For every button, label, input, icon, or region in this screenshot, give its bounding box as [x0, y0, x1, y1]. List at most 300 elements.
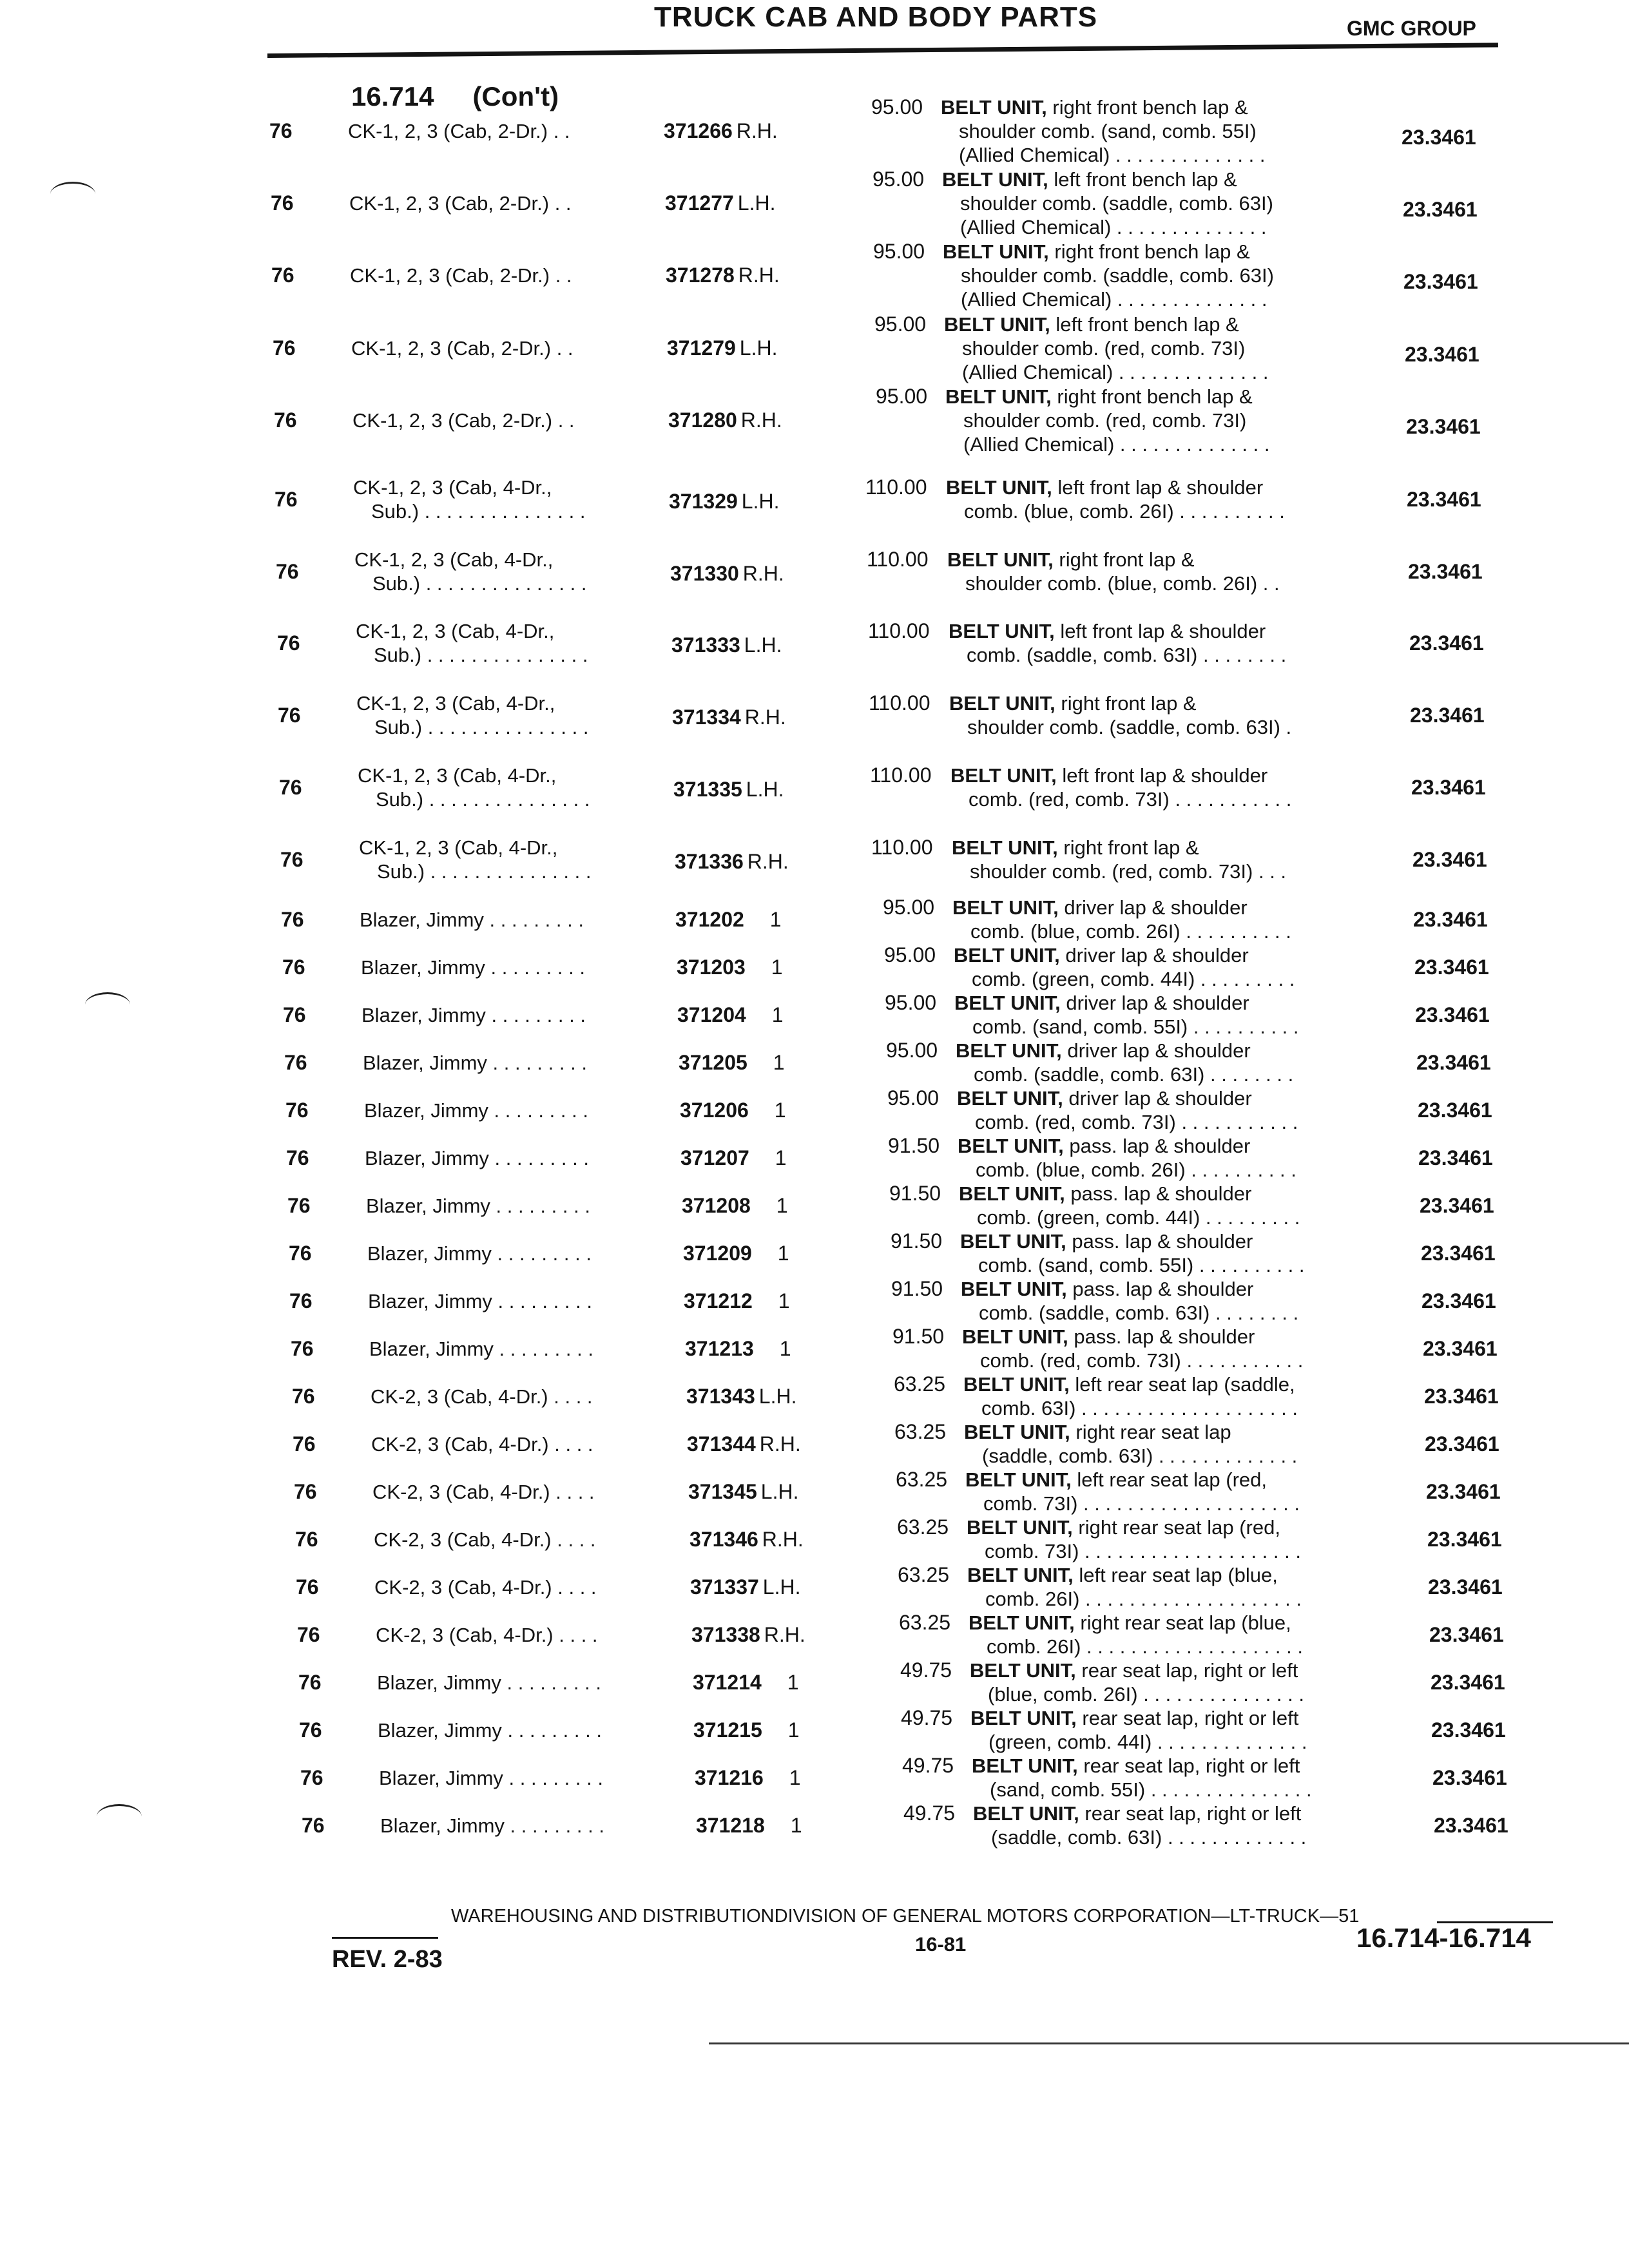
description-line: shoulder comb. (saddle, comb. 63I)	[960, 192, 1273, 215]
section-note: (Con't)	[472, 81, 559, 111]
model-application	[367, 1242, 592, 1265]
catalog-group-number: 23.3461	[1425, 1432, 1499, 1456]
part-number-value: 371215	[693, 1718, 762, 1742]
part-number	[677, 1003, 784, 1027]
description-text: right rear seat lap	[1075, 1421, 1231, 1443]
item-title: BELT UNIT,	[949, 692, 1055, 715]
description-line: (Allied Chemical) . . . . . . . . . . . . . .	[963, 433, 1270, 456]
model-year: 76	[281, 907, 304, 931]
description-line: (green, comb. 44I) . . . . . . . . . . . . . .	[988, 1731, 1307, 1753]
part-description	[952, 896, 1291, 943]
model-year: 76	[283, 1003, 306, 1026]
item-title: BELT UNIT,	[973, 1802, 1079, 1825]
description-line	[956, 1039, 1293, 1062]
description-text: right front lap &	[1059, 548, 1195, 571]
model-year: 76	[289, 1289, 313, 1312]
description-line: comb. (green, comb. 44I) . . . . . . . . .	[977, 1206, 1300, 1229]
list-price: 91.50	[891, 1229, 943, 1253]
description-line	[961, 1277, 1298, 1301]
description-line: shoulder comb. (blue, comb. 26I) . .	[965, 572, 1280, 595]
item-title: BELT UNIT,	[969, 1611, 1075, 1634]
description-line	[957, 1086, 1298, 1110]
description-line	[973, 1802, 1306, 1825]
description-line: comb. 73I) . . . . . . . . . . . . . . . . . . . .	[983, 1492, 1300, 1515]
part-number	[685, 1337, 791, 1361]
revision-label: REV. 2-83	[332, 1946, 443, 1973]
item-title: BELT UNIT,	[949, 620, 1055, 642]
model-year: 76	[296, 1575, 319, 1599]
part-number-value: 371346	[689, 1527, 758, 1551]
model-line: Blazer, Jimmy . . . . . . . . .	[378, 1718, 602, 1742]
catalog-group-number: 23.3461	[1423, 1336, 1498, 1360]
section-heading	[351, 81, 559, 112]
item-title: BELT UNIT,	[956, 1039, 1062, 1062]
description-line	[947, 548, 1280, 572]
part-suffix: 1	[775, 1146, 787, 1169]
catalog-group-number: 23.3461	[1409, 631, 1484, 655]
description-line	[952, 836, 1286, 860]
page-title: TRUCK CAB AND BODY PARTS	[654, 1, 1098, 33]
binder-hole-mark	[97, 1804, 142, 1829]
catalog-group-number: 23.3461	[1428, 1575, 1503, 1599]
model-line: Blazer, Jimmy . . . . . . . . .	[364, 1099, 588, 1122]
item-title: BELT UNIT,	[964, 1421, 1070, 1443]
part-number-value: 371335	[673, 778, 742, 801]
list-price: 95.00	[876, 385, 928, 408]
description-text: left front lap & shoulder	[1057, 476, 1264, 499]
catalog-group-number: 23.3461	[1405, 343, 1480, 366]
catalog-group-number: 23.3461	[1410, 703, 1485, 727]
description-text: driver lap & shoulder	[1065, 944, 1249, 966]
part-suffix: L.H.	[744, 633, 782, 657]
part-number	[682, 1194, 788, 1218]
description-text: driver lap & shoulder	[1066, 992, 1249, 1014]
model-year: 76	[280, 847, 304, 871]
part-number-value: 371205	[679, 1050, 747, 1074]
model-line: Sub.) . . . . . . . . . . . . . . .	[372, 572, 587, 595]
catalog-group-number: 23.3461	[1413, 907, 1488, 931]
description-line: (Allied Chemical) . . . . . . . . . . . . . .	[962, 361, 1269, 383]
part-suffix: R.H.	[744, 706, 786, 729]
list-price: 110.00	[868, 619, 930, 642]
model-line: CK-2, 3 (Cab, 4-Dr.) . . . .	[371, 1432, 593, 1456]
item-title: BELT UNIT,	[952, 836, 1058, 859]
part-description	[941, 95, 1265, 167]
description-line	[972, 1754, 1312, 1778]
model-year: 76	[271, 264, 294, 287]
part-suffix: R.H.	[764, 1622, 805, 1646]
description-text: rear seat lap, right or left	[1084, 1802, 1302, 1825]
part-number-value: 371336	[675, 850, 744, 873]
list-price: 95.00	[886, 1039, 938, 1062]
part-number	[688, 1480, 798, 1504]
part-suffix: R.H.	[736, 119, 778, 142]
list-price: 49.75	[901, 1706, 953, 1729]
page-number: 16-81	[915, 1933, 967, 1956]
catalog-group-number: 23.3461	[1427, 1527, 1502, 1551]
model-application	[356, 691, 588, 739]
description-text: pass. lap & shoulder	[1069, 1135, 1251, 1157]
model-year: 76	[282, 955, 305, 979]
model-line: Blazer, Jimmy . . . . . . . . .	[367, 1242, 592, 1265]
model-application	[354, 548, 586, 595]
part-number-value: 371212	[684, 1289, 753, 1312]
description-text: rear seat lap, right or left	[1081, 1659, 1298, 1682]
model-application	[371, 1432, 593, 1456]
description-line: (blue, comb. 26I) . . . . . . . . . . . . . . .	[988, 1683, 1304, 1706]
catalog-group-number: 23.3461	[1403, 270, 1478, 293]
model-application	[356, 619, 588, 667]
part-description	[944, 312, 1268, 384]
model-application	[349, 191, 572, 215]
item-title: BELT UNIT,	[941, 96, 1047, 119]
item-title: BELT UNIT,	[970, 1707, 1077, 1729]
part-suffix: L.H.	[739, 336, 778, 360]
part-suffix: L.H.	[741, 490, 780, 513]
item-title: BELT UNIT,	[957, 1087, 1063, 1110]
description-text: left rear seat lap (red,	[1077, 1468, 1268, 1491]
model-application	[363, 1051, 587, 1075]
description-line: (Allied Chemical) . . . . . . . . . . . . . .	[961, 288, 1268, 311]
model-year: 76	[300, 1765, 323, 1789]
part-number-value: 371208	[682, 1193, 751, 1217]
model-year: 76	[277, 631, 300, 655]
model-application	[377, 1671, 601, 1695]
model-line: CK-2, 3 (Cab, 4-Dr.) . . . .	[371, 1385, 593, 1408]
binder-hole-mark	[85, 992, 130, 1017]
model-year: 76	[286, 1146, 309, 1169]
part-description	[964, 1420, 1297, 1468]
model-line: CK-1, 2, 3 (Cab, 4-Dr.,	[354, 548, 554, 571]
item-title: BELT UNIT,	[958, 1135, 1064, 1157]
list-price: 110.00	[867, 548, 929, 571]
model-year: 76	[295, 1527, 318, 1551]
model-line: Sub.) . . . . . . . . . . . . . . .	[376, 788, 590, 811]
bottom-rule	[709, 2042, 1629, 2044]
description-line: comb. (green, comb. 44I) . . . . . . . . .	[972, 968, 1295, 990]
catalog-group-number: 23.3461	[1418, 1146, 1493, 1169]
part-suffix: 1	[789, 1765, 801, 1789]
description-line: comb. (sand, comb. 55I) . . . . . . . . . .	[972, 1015, 1299, 1038]
part-description	[961, 1277, 1298, 1325]
model-year: 76	[271, 191, 294, 215]
description-text: pass. lap & shoulder	[1070, 1182, 1252, 1205]
model-line: Blazer, Jimmy . . . . . . . . .	[379, 1766, 603, 1789]
catalog-group-number: 23.3461	[1421, 1241, 1496, 1265]
part-number	[669, 490, 779, 514]
model-year: 76	[273, 336, 296, 360]
description-text: rear seat lap, right or left	[1083, 1754, 1300, 1777]
part-number-value: 371278	[666, 264, 735, 287]
item-title: BELT UNIT,	[972, 1754, 1078, 1777]
part-description	[965, 1468, 1300, 1515]
part-number	[675, 850, 789, 874]
catalog-group-number: 23.3461	[1432, 1765, 1507, 1789]
list-price: 110.00	[871, 836, 933, 859]
list-price: 63.25	[896, 1468, 948, 1491]
part-number-value: 371209	[683, 1241, 752, 1265]
part-number-value: 371330	[670, 562, 739, 585]
model-application	[348, 119, 570, 143]
model-application	[364, 1099, 588, 1122]
model-line: CK-1, 2, 3 (Cab, 2-Dr.) . .	[351, 337, 574, 360]
list-price: 110.00	[870, 764, 932, 787]
part-number	[671, 633, 782, 657]
part-suffix: 1	[779, 1336, 791, 1360]
description-line	[965, 1468, 1300, 1492]
description-text: pass. lap & shoulder	[1074, 1325, 1255, 1348]
part-suffix: L.H.	[746, 778, 784, 801]
description-line	[946, 476, 1285, 499]
part-number-value: 371214	[693, 1670, 762, 1694]
description-line: shoulder comb. (red, comb. 73I) . . .	[970, 860, 1287, 883]
part-number	[689, 1528, 804, 1552]
list-price: 95.00	[873, 240, 925, 263]
item-title: BELT UNIT,	[970, 1659, 1076, 1682]
item-title: BELT UNIT,	[959, 1182, 1065, 1205]
part-description	[958, 1134, 1296, 1182]
model-application	[359, 836, 591, 883]
description-text: left front bench lap &	[1054, 168, 1237, 191]
part-suffix: 1	[773, 1050, 785, 1074]
description-line	[963, 1372, 1298, 1396]
model-year: 76	[274, 408, 297, 432]
part-number	[677, 956, 783, 979]
item-title: BELT UNIT,	[947, 548, 1054, 571]
part-suffix: 1	[778, 1289, 790, 1312]
list-price: 91.50	[888, 1134, 940, 1157]
part-description	[954, 991, 1299, 1039]
model-line: Blazer, Jimmy . . . . . . . . .	[363, 1051, 587, 1074]
part-number-value: 371266	[664, 119, 733, 142]
model-line: CK-2, 3 (Cab, 4-Dr.) . . . .	[374, 1575, 597, 1599]
description-line	[949, 691, 1291, 715]
part-description	[949, 691, 1291, 739]
catalog-group-number: 23.3461	[1408, 559, 1483, 583]
part-number	[687, 1432, 801, 1456]
description-line	[945, 385, 1269, 408]
description-line	[970, 1706, 1307, 1730]
part-description	[946, 476, 1285, 523]
model-year: 76	[279, 775, 302, 799]
description-line	[967, 1515, 1301, 1539]
description-text: right rear seat lap (red,	[1078, 1516, 1280, 1539]
model-application	[352, 408, 575, 432]
model-application	[374, 1528, 596, 1552]
part-number	[680, 1099, 786, 1122]
part-number-value: 371345	[688, 1479, 757, 1503]
part-suffix: 1	[774, 1098, 786, 1122]
model-year: 76	[285, 1098, 309, 1122]
description-line	[942, 168, 1273, 191]
part-description	[957, 1086, 1298, 1134]
model-line: CK-1, 2, 3 (Cab, 2-Dr.) . .	[348, 120, 570, 142]
catalog-group-number: 23.3461	[1426, 1479, 1501, 1503]
catalog-group-number: 23.3461	[1412, 847, 1487, 871]
description-text: left front lap & shoulder	[1060, 620, 1266, 642]
part-description	[970, 1658, 1304, 1706]
description-line: (Allied Chemical) . . . . . . . . . . . . . .	[959, 144, 1266, 166]
catalog-group-number: 23.3461	[1429, 1622, 1504, 1646]
description-line	[967, 1563, 1302, 1587]
header-rule	[267, 43, 1498, 58]
description-line: comb. (saddle, comb. 63I) . . . . . . . .	[974, 1063, 1294, 1086]
part-suffix: 1	[771, 1003, 784, 1026]
part-suffix: L.H.	[760, 1479, 799, 1503]
list-price: 110.00	[869, 691, 930, 715]
part-description	[973, 1802, 1306, 1849]
model-line: Blazer, Jimmy . . . . . . . . .	[366, 1194, 590, 1217]
part-number	[673, 778, 784, 802]
description-line	[944, 312, 1268, 336]
model-line: CK-1, 2, 3 (Cab, 4-Dr.,	[359, 836, 558, 859]
list-price: 95.00	[871, 95, 923, 119]
part-number	[695, 1766, 801, 1790]
model-line: CK-1, 2, 3 (Cab, 4-Dr.,	[358, 764, 557, 787]
part-description	[969, 1611, 1303, 1658]
description-line: comb. 26I) . . . . . . . . . . . . . . . . . . . .	[987, 1635, 1303, 1658]
model-line: CK-2, 3 (Cab, 4-Dr.) . . . .	[376, 1623, 598, 1646]
model-application	[368, 1289, 592, 1313]
part-suffix: L.H.	[758, 1384, 797, 1408]
list-price: 63.25	[899, 1611, 951, 1634]
catalog-group-number: 23.3461	[1414, 955, 1489, 979]
description-line	[970, 1658, 1304, 1682]
description-text: right front lap &	[1061, 692, 1197, 715]
model-application	[366, 1194, 590, 1218]
part-number	[690, 1575, 800, 1599]
part-number	[670, 562, 784, 586]
model-line: Blazer, Jimmy . . . . . . . . .	[361, 1003, 586, 1026]
model-application	[361, 956, 585, 979]
catalog-group-number: 23.3461	[1403, 198, 1478, 221]
model-line: Blazer, Jimmy . . . . . . . . .	[377, 1671, 601, 1694]
part-number	[686, 1385, 796, 1408]
model-line: CK-1, 2, 3 (Cab, 4-Dr.,	[356, 620, 555, 642]
model-line: Blazer, Jimmy . . . . . . . . .	[365, 1146, 589, 1169]
list-price: 63.25	[897, 1515, 949, 1539]
part-suffix: R.H.	[762, 1527, 804, 1551]
model-line: Blazer, Jimmy . . . . . . . . .	[380, 1814, 604, 1837]
part-number	[675, 908, 782, 932]
description-line	[941, 95, 1265, 119]
list-price: 49.75	[903, 1802, 956, 1825]
part-number-value: 371344	[687, 1432, 756, 1456]
list-price: 95.00	[885, 991, 937, 1014]
model-line: CK-2, 3 (Cab, 4-Dr.) . . . .	[372, 1480, 595, 1503]
item-title: BELT UNIT,	[965, 1468, 1072, 1491]
item-title: BELT UNIT,	[950, 764, 1057, 787]
model-application	[350, 264, 572, 287]
item-title: BELT UNIT,	[962, 1325, 1068, 1348]
part-suffix: 1	[771, 955, 783, 979]
description-line: (saddle, comb. 63I) . . . . . . . . . . . . .	[991, 1826, 1307, 1849]
model-line: Sub.) . . . . . . . . . . . . . . .	[374, 644, 588, 666]
item-title: BELT UNIT,	[967, 1516, 1073, 1539]
part-description	[945, 385, 1269, 456]
description-text: right front bench lap &	[1052, 96, 1248, 119]
model-application	[380, 1814, 604, 1838]
description-line: shoulder comb. (red, comb. 73I)	[963, 409, 1247, 432]
model-application	[360, 908, 584, 932]
list-price: 49.75	[902, 1754, 954, 1777]
catalog-group-number: 23.3461	[1402, 126, 1476, 149]
description-line: comb. 73I) . . . . . . . . . . . . . . . . . . . .	[985, 1540, 1301, 1562]
part-description	[950, 764, 1291, 811]
part-number	[664, 119, 778, 143]
model-application	[369, 1337, 593, 1361]
description-line	[969, 1611, 1303, 1635]
item-title: BELT UNIT,	[967, 1564, 1074, 1586]
catalog-group-number: 23.3461	[1431, 1670, 1505, 1694]
model-line: Sub.) . . . . . . . . . . . . . . .	[377, 860, 592, 883]
footer-text: WAREHOUSING AND DISTRIBUTIONDIVISION OF GENERAL MOTORS CORPORATION—LT-TRUCK—51	[451, 1906, 1360, 1927]
description-text: pass. lap & shoulder	[1072, 1230, 1253, 1253]
model-line: Sub.) . . . . . . . . . . . . . . .	[374, 716, 589, 738]
list-price: 49.75	[900, 1658, 952, 1682]
part-number-value: 371337	[690, 1575, 759, 1599]
part-number-value: 371213	[685, 1336, 754, 1360]
description-line	[959, 1182, 1300, 1206]
description-line: shoulder comb. (red, comb. 73I)	[962, 337, 1246, 360]
list-price: 63.25	[894, 1372, 946, 1396]
description-text: left rear seat lap (saddle,	[1075, 1373, 1295, 1396]
part-suffix: R.H.	[747, 850, 789, 873]
model-year: 76	[299, 1718, 322, 1742]
model-application	[374, 1575, 597, 1599]
part-description	[967, 1515, 1301, 1563]
model-application	[372, 1480, 595, 1504]
part-description	[947, 548, 1280, 595]
description-line: comb. (blue, comb. 26I) . . . . . . . . . .	[976, 1158, 1296, 1181]
catalog-group-number: 23.3461	[1431, 1718, 1506, 1742]
part-suffix: 1	[777, 1241, 789, 1265]
part-description	[943, 240, 1274, 311]
section-range: 16.714-16.714	[1356, 1923, 1531, 1953]
part-number	[667, 336, 777, 360]
catalog-group-number: 23.3461	[1434, 1813, 1509, 1837]
model-year: 76	[302, 1813, 325, 1837]
part-number-value: 371204	[677, 1003, 746, 1026]
list-price: 95.00	[887, 1086, 940, 1110]
model-application	[353, 476, 585, 523]
description-line: comb. (saddle, comb. 63I) . . . . . . . .	[967, 644, 1287, 666]
catalog-group-number: 23.3461	[1411, 775, 1486, 799]
description-line	[950, 764, 1291, 787]
description-line: (saddle, comb. 63I) . . . . . . . . . . . . .	[982, 1445, 1298, 1467]
part-number	[684, 1289, 790, 1313]
catalog-group-number: 23.3461	[1424, 1384, 1499, 1408]
part-number	[696, 1814, 802, 1838]
description-line	[954, 943, 1295, 967]
model-line: CK-1, 2, 3 (Cab, 2-Dr.) . .	[349, 192, 572, 215]
list-price: 95.00	[883, 896, 935, 919]
part-number	[665, 191, 775, 215]
description-line: comb. (red, comb. 73I) . . . . . . . . . . .	[969, 788, 1292, 811]
part-number	[672, 706, 786, 729]
description-line: comb. (red, comb. 73I) . . . . . . . . . . .	[975, 1111, 1298, 1133]
item-title: BELT UNIT,	[942, 168, 1048, 191]
model-line: Blazer, Jimmy . . . . . . . . .	[369, 1337, 593, 1360]
catalog-group-number: 23.3461	[1406, 415, 1481, 438]
description-text: driver lap & shoulder	[1067, 1039, 1251, 1062]
model-year: 76	[294, 1479, 317, 1503]
part-number	[666, 264, 780, 287]
part-number	[693, 1671, 799, 1695]
item-title: BELT UNIT,	[944, 313, 1050, 336]
part-number	[691, 1623, 805, 1647]
description-line	[954, 991, 1299, 1015]
